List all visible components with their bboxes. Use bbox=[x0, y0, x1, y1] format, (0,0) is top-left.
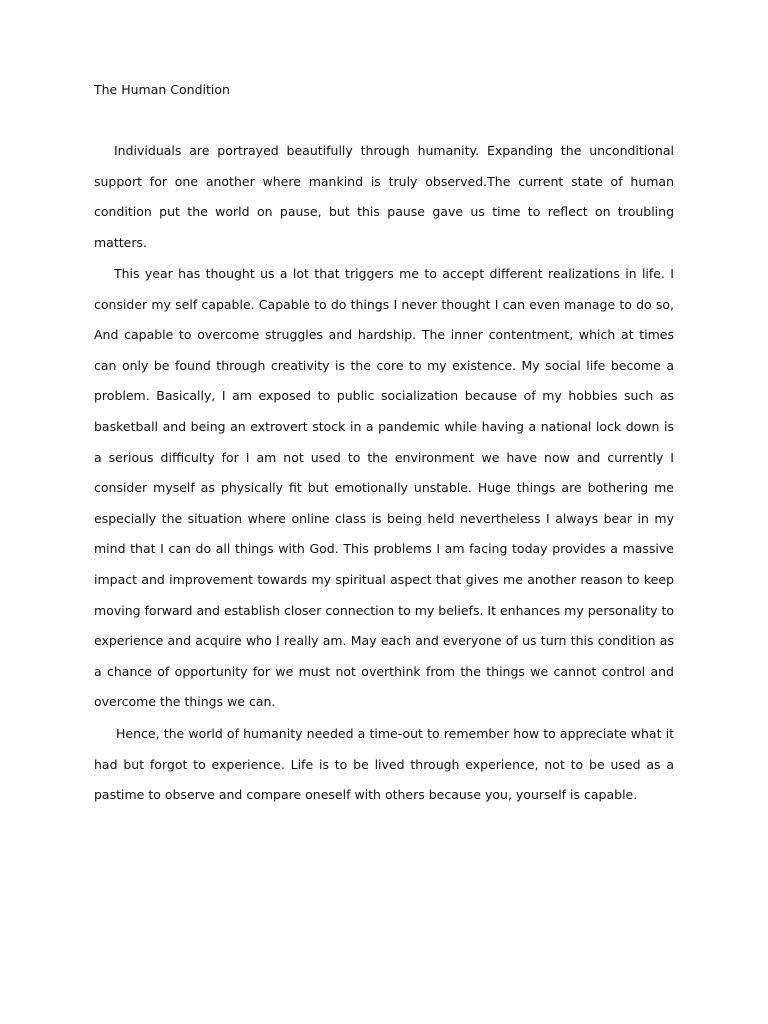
paragraph-1: Individuals are portrayed beautifully through humanity. Expanding the unconditional support for one another where mankind is truly observed.The current state of human condition put the world on pause, but this pause gave us time to reflect on troubling matters. bbox=[94, 143, 674, 250]
document-title: The Human Condition bbox=[94, 82, 230, 97]
paragraph-3: Hence, the world of humanity needed a time-out to remember how to appreciate what it had but forgot to experience. Life is to be lived through experience, not to be used as a pastime to observe and compare oneself with others because you, yourself is capable. bbox=[94, 726, 674, 803]
paragraph-2: This year has thought us a lot that triggers me to accept different realizations in life. I consider my self capable. Capable to do things I never thought I can even manage to do so, And capable to overcome struggles and hardship. The inner contentment, which at times can only be found through creativity is the core to my existence. My social life become a problem. Basically, I am exposed to public socialization because of my hobbies such as basketball and being an extrovert stock in a pandemic while having a national lock down is a serious difficulty for I am not used to the environment we have now and currently I consider myself as physically fit but emotionally unstable. Huge things are bothering me especially the situation where online class is being held nevertheless I always bear in my mind that I can do all things with God. This problems I am facing today provides a massive impact and improvement towards my spiritual aspect that gives me another reason to keep moving forward and establish closer connection to my beliefs. It enhances my personality to experience and acquire who I really am. May each and everyone of us turn this condition as a chance of opportunity for we must not overthink from the things we cannot control and overcome the things we can. bbox=[94, 266, 674, 710]
